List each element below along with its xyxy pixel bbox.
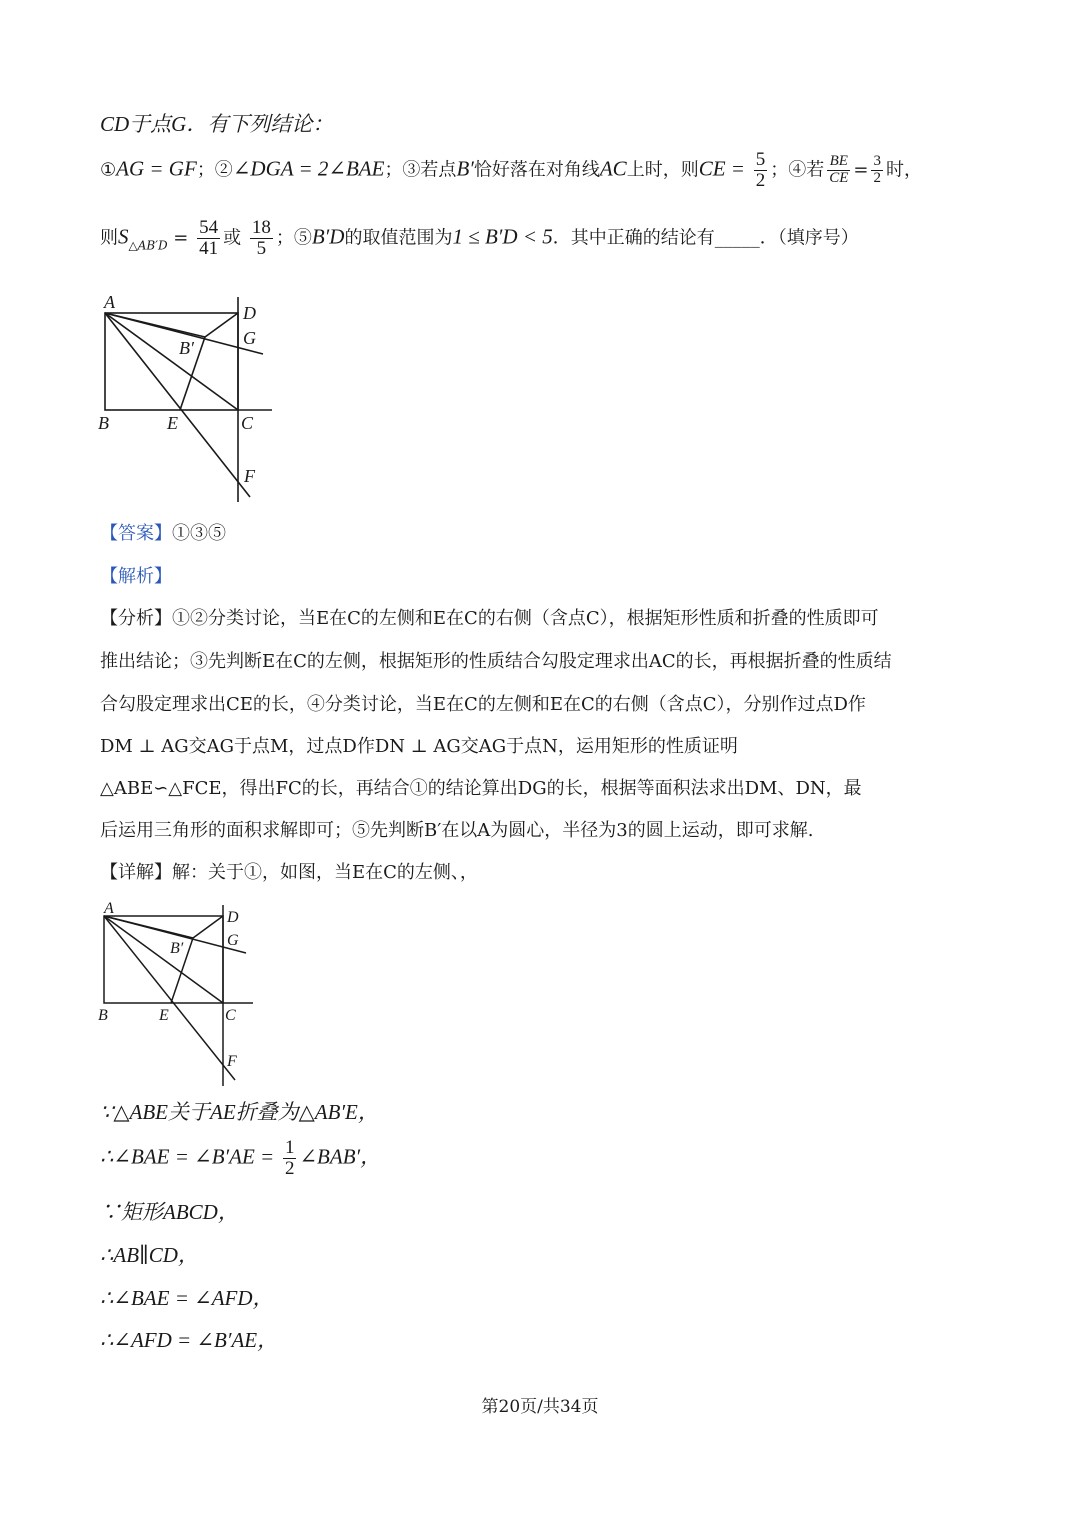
- analysis-label: 【解析】: [100, 566, 172, 587]
- proof-step-2-post: ∠BAB′，: [299, 1144, 382, 1169]
- conclusion-1-mark: ①: [100, 159, 117, 181]
- conclusion-4-text: 时，: [885, 159, 922, 181]
- conclusion-2: ∠DGA = 2∠BAE: [232, 156, 385, 181]
- label-e: E: [159, 1007, 169, 1024]
- fraction-denominator: 2: [284, 1157, 295, 1179]
- equals-sign: =: [173, 227, 189, 249]
- fraction-numerator: 3: [873, 153, 881, 170]
- fenxi-text-1: ①②分类讨论，当E在C的左侧和E在C的右侧（含点C），根据矩形性质和折叠的性质即可: [172, 608, 879, 629]
- label-b: B: [98, 1007, 108, 1024]
- question-tail: ．其中正确的结论有_____．（填序号）: [552, 227, 859, 249]
- geometry-figure-2: [95, 900, 260, 1090]
- line-b-prime-d: [193, 916, 223, 938]
- conclusion-5-text: 的取值范围为: [344, 227, 453, 249]
- proof-step-2: [100, 1138, 381, 1179]
- answer-value: ①③⑤: [172, 523, 226, 544]
- label-b-prime: B′: [170, 940, 184, 957]
- label-d: D: [227, 909, 239, 926]
- answer-label: 【答案】: [100, 523, 172, 544]
- fenxi-line-2: 推出结论；③先判断E在C的左侧，根据矩形的性质结合勾股定理求出AC的长，再根据折叠的性质结: [100, 651, 892, 672]
- detail-text: 解：关于①，如图，当E在C的左侧、，: [172, 862, 478, 883]
- fenxi-line-3: 合勾股定理求出CE的长，④分类讨论，当E在C的左侧和E在C的右侧（含点C），分别作过点D作: [100, 694, 866, 715]
- label-g: G: [243, 328, 256, 348]
- conclusion-3-mark: ；③若点: [384, 159, 457, 181]
- fenxi-line-1: [100, 608, 879, 630]
- area-symbol: S: [118, 224, 129, 249]
- answer-line: [100, 523, 226, 545]
- problem-line-3: [100, 218, 859, 259]
- fraction-54-41: [197, 218, 220, 259]
- proof-step-6: ∴∠AFD = ∠B′AE，: [100, 1328, 279, 1352]
- fraction-denominator: 41: [199, 237, 219, 259]
- label-a: A: [104, 292, 115, 312]
- fenxi-line-6: 后运用三角形的面积求解即可；⑤先判断B′在以A为圆心，半径为3的圆上运动，即可求解.: [100, 820, 814, 841]
- problem-line-1-text: CD于点G．有下列结论：: [100, 112, 334, 136]
- fraction-denominator: CE: [829, 169, 849, 186]
- conclusion-3-text: 恰好落在对角线: [473, 159, 600, 181]
- conclusion-4-mark: ；④若: [770, 159, 825, 181]
- geometry-figure-1: [95, 292, 275, 507]
- area-subscript: △AB′D: [128, 238, 168, 253]
- conclusion-3-point: B′: [456, 156, 474, 181]
- proof-step-4: ∴AB∥CD，: [100, 1243, 199, 1267]
- fenxi-line-4: DM ⊥ AG交AG于点M，过点D作DN ⊥ AG交AG于点N，运用矩形的性质证明: [100, 736, 738, 757]
- fraction-18-5: [250, 218, 273, 259]
- conclusion-1: AG = GF: [116, 156, 197, 181]
- conclusion-2-mark: ；②: [196, 159, 233, 181]
- line3-prefix: 则: [100, 227, 118, 249]
- fraction-denominator: 2: [755, 169, 766, 191]
- fraction-1-2: [283, 1138, 297, 1179]
- conclusion-5-mark: ；⑤: [275, 227, 312, 249]
- label-e: E: [167, 413, 178, 433]
- line-b-prime-d: [205, 313, 238, 337]
- label-a: A: [104, 900, 114, 917]
- fraction-3-2: [871, 154, 883, 187]
- proof-step-5: ∴∠BAE = ∠AFD，: [100, 1286, 274, 1310]
- conclusion-5-range: 1 ≤ B′D < 5: [452, 224, 553, 249]
- conclusion-3-ce: CE =: [698, 156, 745, 181]
- proof-step-3: ∵矩形ABCD，: [100, 1200, 239, 1224]
- or-text: 或: [223, 227, 242, 249]
- fenxi-label: 【分析】: [100, 608, 172, 629]
- proof-step-1: ∵△ABE关于AE折叠为△AB′E，: [100, 1100, 379, 1124]
- fraction-denominator: 2: [873, 169, 881, 186]
- detail-line: [100, 862, 478, 884]
- label-b-prime: B′: [179, 338, 194, 358]
- line-af: [105, 313, 250, 497]
- fraction-numerator: 1: [284, 1137, 295, 1158]
- fraction-numerator: 5: [755, 149, 766, 170]
- conclusion-3-ac: AC: [599, 156, 627, 181]
- proof-step-2-pre: ∴∠BAE = ∠B′AE =: [100, 1144, 275, 1169]
- equals-sign: =: [853, 159, 869, 181]
- label-b: B: [98, 413, 109, 433]
- fenxi-line-5: △ABE∽△FCE，得出FC的长，再结合①的结论算出DG的长，根据等面积法求出DM、DN，最: [100, 778, 862, 799]
- fraction-numerator: 18: [251, 217, 271, 238]
- label-g: G: [227, 932, 239, 949]
- fraction-denominator: 5: [256, 237, 267, 259]
- label-f: F: [227, 1053, 237, 1070]
- fraction-numerator: 54: [199, 217, 219, 238]
- conclusion-3-text2: 上时，则: [626, 159, 699, 181]
- detail-label: 【详解】: [100, 862, 172, 883]
- label-c: C: [225, 1007, 236, 1024]
- conclusion-5-bd: B′D: [311, 224, 345, 249]
- label-d: D: [243, 303, 256, 323]
- line-ab-prime: [104, 916, 193, 938]
- problem-line-2: [100, 150, 922, 191]
- label-f: F: [244, 466, 255, 486]
- line-ab-prime: [105, 313, 205, 337]
- fraction-be-ce: [827, 154, 850, 187]
- page-footer: 第20页/共34页: [481, 1397, 599, 1417]
- fraction-numerator: BE: [827, 154, 850, 171]
- label-c: C: [241, 413, 254, 433]
- problem-line-1: [100, 112, 333, 137]
- fraction-5-2: [754, 150, 768, 191]
